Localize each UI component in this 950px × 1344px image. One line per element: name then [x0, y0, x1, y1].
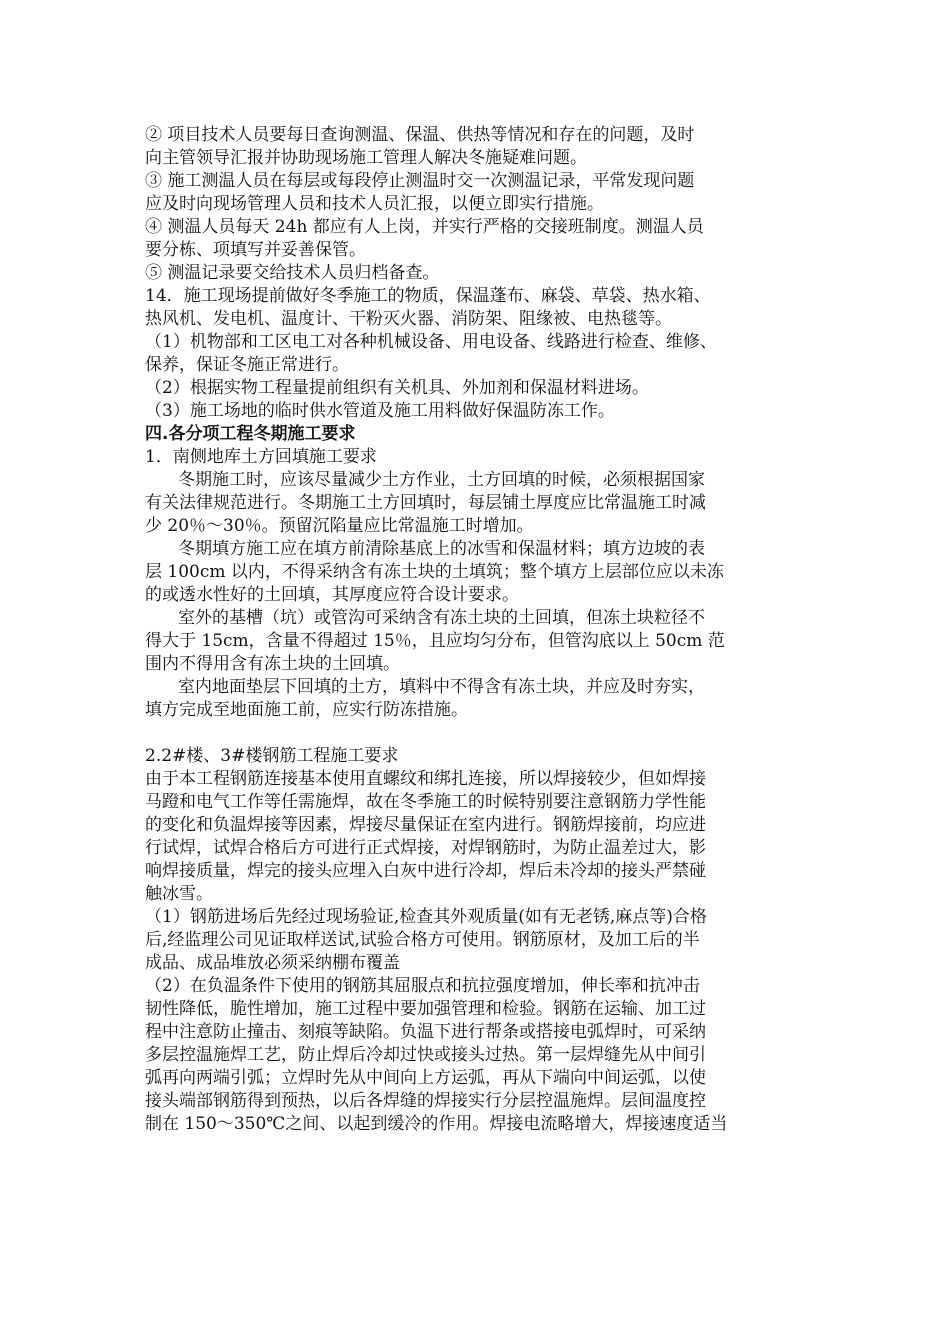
- text-line: 由于本工程钢筋连接基本使用直螺纹和绑扎连接，所以焊接较少，但如焊接: [145, 769, 706, 789]
- text-line: 应及时向现场管理人员和技术人员汇报，以便立即实行措施。: [145, 194, 604, 214]
- text-line: 冬期填方施工应在填方前清除基底上的冰雪和保温材料；填方边坡的表: [178, 539, 705, 559]
- text-line: （2）根据实物工程量提前组织有关机具、外加剂和保温材料进场。: [145, 378, 649, 398]
- text-line: 程中注意防止撞击、刻痕等缺陷。负温下进行帮条或搭接电弧焊时，可采纳: [145, 1022, 706, 1042]
- text-line: 弧再向两端引弧；立焊时先从中间向上方运弧，再从下端向中间运弧，以使: [145, 1068, 706, 1088]
- text-line: 保养，保证冬施正常进行。: [145, 355, 349, 375]
- text-line: 要分栋、项填写并妥善保管。: [145, 240, 366, 260]
- text-line: 成品、成品堆放必须采纳棚布覆盖: [145, 953, 400, 973]
- text-line: 有关法律规范进行。冬期施工土方回填时，每层铺土厚度应比常温施工时减: [145, 493, 706, 513]
- text-line: （2）在负温条件下使用的钢筋其屈服点和抗拉强度增加，伸长率和抗冲击: [145, 976, 700, 996]
- text-line: 冬期施工时，应该尽量减少土方作业，土方回填的时候，必须根据国家: [178, 470, 705, 490]
- text-line: 多层控温施焊工艺，防止焊后冷却过快或接头过热。第一层焊缝先从中间引: [145, 1045, 706, 1065]
- text-line: （1）钢筋进场后先经过现场验证,检查其外观质量(如有无老锈,麻点等)合格: [145, 907, 707, 927]
- text-line: 层 100cm 以内，不得采纳含有冻土块的土填筑；整个填方上层部位应以未冻: [145, 562, 724, 582]
- document-body: [145, 124, 810, 1136]
- text-line: 得大于 15cm，含量不得超过 15％，且应均匀分布，但管沟底以上 50cm 范: [145, 631, 725, 651]
- text-line: 1．南侧地库土方回填施工要求: [145, 447, 377, 467]
- text-line: 室内地面垫层下回填的土方，填料中不得含有冻土块，并应及时夯实，: [178, 677, 705, 697]
- text-line: 制在 150～350℃之间、以起到缓冷的作用。焊接电流略增大，焊接速度适当: [145, 1114, 728, 1134]
- blank-line: [145, 722, 810, 745]
- text-line: 韧性降低，脆性增加，施工过程中要加强管理和检验。钢筋在运输、加工过: [145, 999, 706, 1019]
- text-line: 填方完成至地面施工前，应实行防冻措施。: [145, 700, 468, 720]
- text-line: 的或透水性好的土回填，其厚度应符合设计要求。: [145, 585, 519, 605]
- text-line: 室外的基槽（坑）或管沟可采纳含有冻土块的土回填，但冻土块粒径不: [178, 608, 705, 628]
- text-line: 马蹬和电气工作等任需施焊，故在冬季施工的时候特别要注意钢筋力学性能: [145, 792, 706, 812]
- text-line: 热风机、发电机、温度计、干粉灭火器、消防架、阻缘被、电热毯等。: [145, 309, 672, 329]
- text-line: 14．施工现场提前做好冬季施工的物质，保温蓬布、麻袋、草袋、热水箱、: [145, 286, 711, 306]
- text-line: （1）机物部和工区电工对各种机械设备、用电设备、线路进行检查、维修、: [145, 332, 717, 352]
- text-line: 响焊接质量，焊完的接头应埋入白灰中进行冷却，焊后未冷却的接头严禁碰: [145, 861, 706, 881]
- text-line: 后,经监理公司见证取样送试,试验合格方可使用。钢筋原材，及加工后的半: [145, 930, 700, 950]
- section-heading: 四.各分项工程冬期施工要求: [145, 424, 356, 444]
- text-line: 接头端部钢筋得到预热，以后各焊缝的焊接实行分层控温施焊。层间温度控: [145, 1091, 706, 1111]
- text-line: ③ 施工测温人员在每层或每段停止测温时交一次测温记录，平常发现问题: [145, 171, 695, 191]
- text-line: 少 20％～30％。预留沉陷量应比常温施工时增加。: [145, 516, 534, 536]
- text-line: 触冰雪。: [145, 884, 213, 904]
- text-line: 行试焊，试焊合格后方可进行正式焊接，对焊钢筋时，为防止温差过大，影: [145, 838, 706, 858]
- text-line: ⑤ 测温记录要交给技术人员归档备查。: [145, 263, 440, 283]
- text-line: ② 项目技术人员要每日查询测温、保温、供热等情况和存在的问题，及时: [145, 125, 695, 145]
- text-line: 的变化和负温焊接等因素，焊接尽量保证在室内进行。钢筋焊接前，均应进: [145, 815, 706, 835]
- text-line: ④ 测温人员每天 24h 都应有人上岗，并实行严格的交接班制度。测温人员: [145, 217, 704, 237]
- text-line: 2.2#楼、3#楼钢筋工程施工要求: [145, 746, 399, 766]
- text-line: 向主管领导汇报并协助现场施工管理人解决冬施疑难问题。: [145, 148, 587, 168]
- text-line: 围内不得用含有冻土块的土回填。: [145, 654, 400, 674]
- text-line: （3）施工场地的临时供水管道及施工用料做好保温防冻工作。: [145, 401, 615, 421]
